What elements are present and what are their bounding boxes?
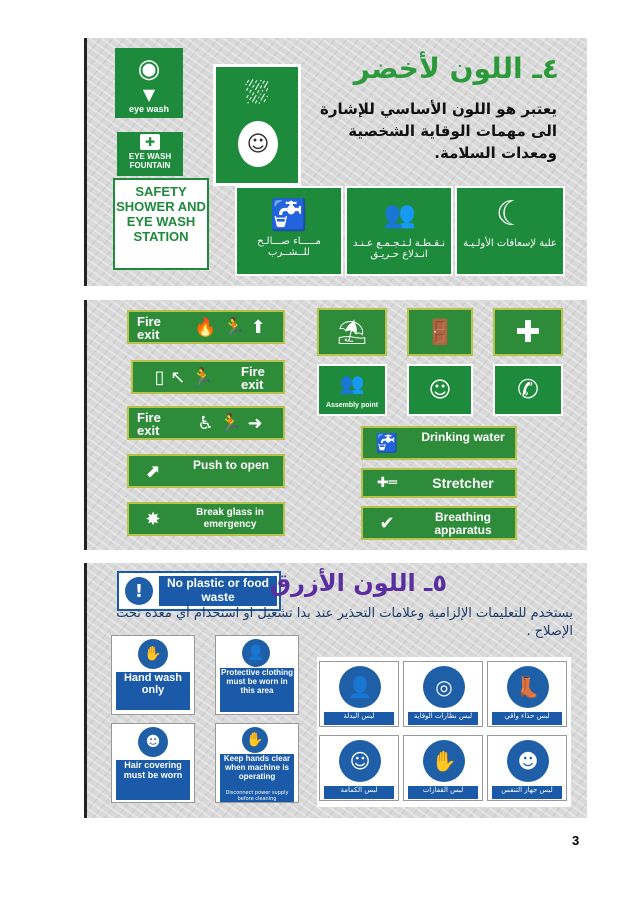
boot-icon: 👢 <box>507 666 549 708</box>
first-aid-cross-icon: ✚ <box>140 134 160 150</box>
fire-exit-label-3: Fire exit <box>137 410 161 438</box>
phone-icon: ✆ <box>517 375 539 405</box>
people-group-icon: 👥 <box>383 200 417 230</box>
eye-wash-fountain-sign <box>117 132 183 176</box>
ppe-goggles-sign <box>403 661 483 727</box>
ppe-respirator-sign <box>487 735 567 801</box>
break-glass-label: Break glass in emergency <box>196 507 264 530</box>
break-glass-sign <box>127 502 285 536</box>
exclamation-icon: ! <box>125 577 153 605</box>
safety-shower-label: SAFETY SHOWER AND EYE WASH STATION <box>116 184 206 244</box>
first-aid-sign <box>455 186 565 276</box>
first-aid-label: علبة لإسعافات الأولـيـة <box>463 238 557 249</box>
emergency-phone-sign <box>493 364 563 416</box>
drinking-water-small-label: Drinking water <box>421 430 505 444</box>
push-to-open-sign <box>127 454 285 488</box>
disconnect-power-label: Disconnect power supply before cleaning <box>220 790 294 802</box>
door-arrow-running-man-icon: ▯ ↖ 🏃 <box>154 366 214 388</box>
arrow-down-icon: ▼ <box>142 84 156 104</box>
ppe-respirator-label: لبس جهاز التنفس <box>492 786 562 799</box>
tap-icon: 🚰 <box>270 197 308 233</box>
slide1-title: ٤ـ اللون لأخضر <box>353 52 559 85</box>
stretcher-sign <box>361 468 517 498</box>
slide-exit-signs <box>84 300 587 550</box>
fire-exit-sign-2 <box>131 360 285 394</box>
ppe-gloves-sign <box>403 735 483 801</box>
slide3-description: يستخدم للتعليمات الإلزامية وعلامات التحذير عند بدا تشغيل او استخدام أي معدة تحت الإصلاح . <box>116 606 573 639</box>
hand-wash-icon: ✋ <box>138 639 168 669</box>
eye-wash-label: eye wash <box>128 104 170 114</box>
stretcher-label: Stretcher <box>432 475 494 491</box>
push-to-open-label: Push to open <box>193 458 269 472</box>
respirator-icon: ☻ <box>507 740 549 782</box>
drinking-water-sign <box>235 186 343 276</box>
exit-door-icon: 🚪 <box>425 318 455 346</box>
ppe-mask-sign <box>319 735 399 801</box>
fire-exit-label-1: Fire exit <box>137 314 161 342</box>
first-aid-cross-sign <box>493 308 563 356</box>
tap-small-icon: 🚰 <box>375 432 399 454</box>
assembly-people-icon: 👥 <box>339 371 365 395</box>
ppe-grid <box>317 657 571 807</box>
breathing-apparatus-sign <box>361 506 517 540</box>
eye-wash-fountain-label: EYE WASH FOUNTAIN <box>128 152 172 170</box>
ppe-suit-sign <box>319 661 399 727</box>
assembly-point-small-label: Assembly point <box>325 402 379 409</box>
slide3-title: ٥ـ اللون الأزرق <box>269 569 447 597</box>
ppe-boots-sign <box>487 661 567 727</box>
push-arrow-icon: ⬈ <box>145 460 161 482</box>
no-plastic-label: No plastic or food waste <box>159 576 277 606</box>
keep-hands-clear-label: Keep hands clear when machine is operating <box>220 754 294 790</box>
safety-shower-exit-sign <box>317 308 387 356</box>
running-man-arrow-up-icon: 🔥 🏃 ⬆ <box>194 316 266 338</box>
hand-gear-icon: ✋ <box>242 727 268 753</box>
assembly-point-sign <box>345 186 453 276</box>
drinking-water-label: مـــــاء صـــالـح للــشــرب <box>257 236 321 258</box>
fire-exit-sign-3 <box>127 406 285 440</box>
page-number: 3 <box>572 833 580 848</box>
shower-icon: ⛆ <box>245 75 269 111</box>
keep-hands-clear-sign <box>215 723 299 803</box>
crescent-icon: ☾ <box>495 194 527 234</box>
eye-icon: ◉ <box>137 54 161 84</box>
protective-clothing-sign <box>215 635 299 715</box>
cross-icon: ✚ <box>515 314 541 350</box>
face-icon: ☺ <box>238 121 278 167</box>
shower-face-sign <box>407 364 473 416</box>
ppe-suit-label: لبس البدلة <box>324 712 394 725</box>
wheelchair-arrow-right-icon: ♿ 🏃 ➜ <box>197 412 263 434</box>
gloves-icon: ✋ <box>423 740 465 782</box>
ppe-mask-label: لبس الكمامة <box>324 786 394 799</box>
hand-wash-sign <box>111 635 195 715</box>
breathing-apparatus-label: Breathing apparatus <box>434 510 492 537</box>
shower-face-icon: ☺ <box>428 377 452 403</box>
broken-glass-icon: ✸ <box>145 508 161 530</box>
goggles-icon: ◎ <box>423 666 465 708</box>
assembly-point-label: نـقـطـة لـتـجـمـع عـنـد انـدلاع حـريـق <box>353 238 445 260</box>
slide1-description: يعتبر هو اللون الأساسي للإشارة الى مهمات الوقاية الشخصية ومعدات السلامة. <box>320 100 557 162</box>
protective-clothing-label: Protective clothing must be worn in this area <box>220 668 294 712</box>
ppe-goggles-label: لبس نظارات الوقاية <box>408 712 478 725</box>
ppe-gloves-label: لبس القفازات <box>408 786 478 799</box>
fire-exit-sign-1 <box>127 310 285 344</box>
checkmark-icon: ✔ <box>379 512 395 534</box>
shower-head-icon: ⛱ <box>336 318 368 346</box>
safety-shower-sign <box>113 178 209 270</box>
emergency-exit-sign <box>407 308 473 356</box>
eye-wash-sign <box>115 48 183 118</box>
slide-green-color <box>84 38 587 286</box>
face-mask-icon: ☺ <box>339 740 381 782</box>
shower-sign <box>213 64 301 186</box>
stretcher-icon: ✚═ <box>376 475 398 491</box>
hair-net-icon: ☻ <box>138 727 168 757</box>
fire-exit-label-2: Fire exit <box>241 364 265 392</box>
coverall-suit-icon: 👤 <box>339 666 381 708</box>
hair-covering-sign <box>111 723 195 803</box>
hand-wash-label: Hand wash only <box>116 672 190 710</box>
hair-covering-label: Hair covering must be worn <box>116 760 190 800</box>
slide-blue-color <box>84 563 587 818</box>
assembly-point-small-sign <box>317 364 387 416</box>
drinking-water-small-sign <box>361 426 517 460</box>
ppe-boots-label: لبس حذاء واقي <box>492 712 562 725</box>
coverall-icon: 👤 <box>242 639 270 667</box>
